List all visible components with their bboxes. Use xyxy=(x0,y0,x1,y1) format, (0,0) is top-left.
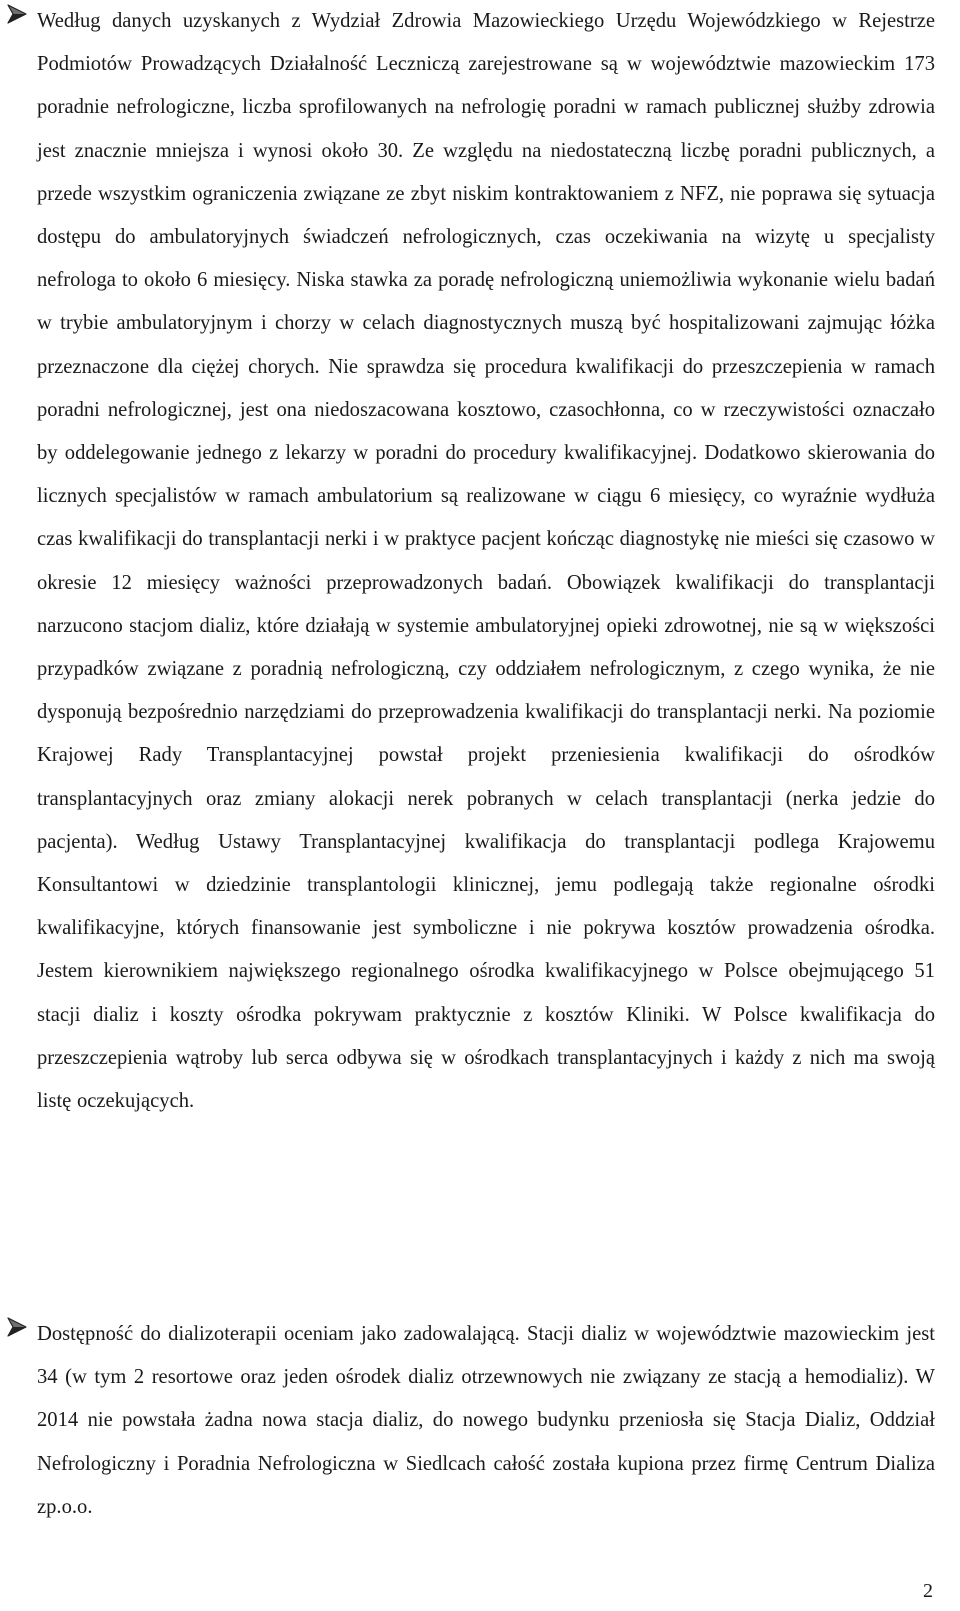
arrowhead-bullet-icon xyxy=(6,3,28,25)
bullet-paragraph: Według danych uzyskanych z Wydział Zdrowia Mazowieckiego Urzędu Wojewódzkiego w Rejestrze Podmiotów Prowadzących Działalność Leczniczą zarejestrowane są w województwie mazowieckim 173 poradnie nefrologiczne, liczba sprofilowanych na nefrologię poradni w ramach publicznej służby zdrowia jest znacznie mniejsza i wynosi około 30. Ze względu na niedostateczną liczbę poradni publicznych, a przede wszystkim ograniczenia związane ze zbyt niskim kontraktowaniem z NFZ, nie poprawa się sytuacja dostępu do ambulatoryjnych świadczeń nefrologicznych, czas oczekiwania na wizytę u specjalisty nefrologa to około 6 miesięcy. Niska stawka za poradę nefrologiczną uniemożliwia wykonanie wielu badań w trybie ambulatoryjnym i chorzy w celach diagnostycznych muszą być hospitalizowani zajmując łóżka przeznaczone dla ciężej chorych. Nie sprawdza się procedura kwalifikacji do przeszczepienia w ramach poradni nefrologicznej, jest ona niedoszacowana kosztowo, czasochłonna, co w rzeczywistości oznaczało by oddelegowanie jednego z lekarzy w poradni do procedury kwalifikacyjnej. Dodatkowo skierowania do licznych specjalistów w ramach ambulatorium są realizowane w ciągu 6 miesięcy, co wyraźnie wydłuża czas kwalifikacji do transplantacji nerki i w praktyce pacjent kończąc diagnostykę nie mieści się czasowo w okresie 12 miesięcy ważności przeprowadzonych badań. Obowiązek kwalifikacji do transplantacji narzucono stacjom dializ, które działają w systemie ambulatoryjnej opieki zdrowotnej, nie są w większości przypadków związane z poradnią nefrologiczną, czy oddziałem nefrologicznym, z czego wynika, że nie dysponują bezpośrednio narzędziami do przeprowadzenia kwalifikacji do transplantacji nerki. Na poziomie Krajowej Rady Transplantacyjnej powstał projekt przeniesienia kwalifikacji do ośrodków transplantacyjnych oraz zmiany alokacji nerek pobranych w celach transplantacji (nerka jedzie do pacjenta). Według Ustawy Transplantacyjnej kwalifikacja do transplantacji podlega Krajowemu Konsultantowi w dziedzinie transplantologii klinicznej, jemu podlegają także regionalne ośrodki kwalifikacyjne, których finansowanie jest symboliczne i nie pokrywa kosztów prowadzenia ośrodka. Jestem kierownikiem największego regionalnego ośrodka kwalifikacyjnego w Polsce obejmującego 51 stacji dializ i koszty ośrodka pokrywam praktycznie z kosztów Kliniki. W Polsce kwalifikacja do przeszczepienia wątroby lub serca odbywa się w ośrodkach transplantacyjnych i każdy z nich ma swoją listę oczekujących. xyxy=(37,10,935,1113)
arrowhead-bullet-icon xyxy=(6,1316,28,1338)
bullet-paragraph: Dostępność do dializoterapii oceniam jako zadowalającą. Stacji dializ w województwie mazowieckim jest 34 (w tym 2 resortowe oraz jeden ośrodek dializ otrzewnowych nie związany ze stacją a hemodializ). W 2014 nie powstała żadna nowa stacja dializ, do nowego budynku przeniosła się Stacja Dializ, Oddział Nefrologiczny i Poradnia Nefrologiczna w Siedlcach całość została kupiona przez firmę Centrum Dializa zp.o.o. xyxy=(37,1323,935,1518)
bullet-item xyxy=(37,0,935,1123)
bullet-item xyxy=(37,1313,935,1529)
page-number: 2 xyxy=(923,1580,933,1602)
